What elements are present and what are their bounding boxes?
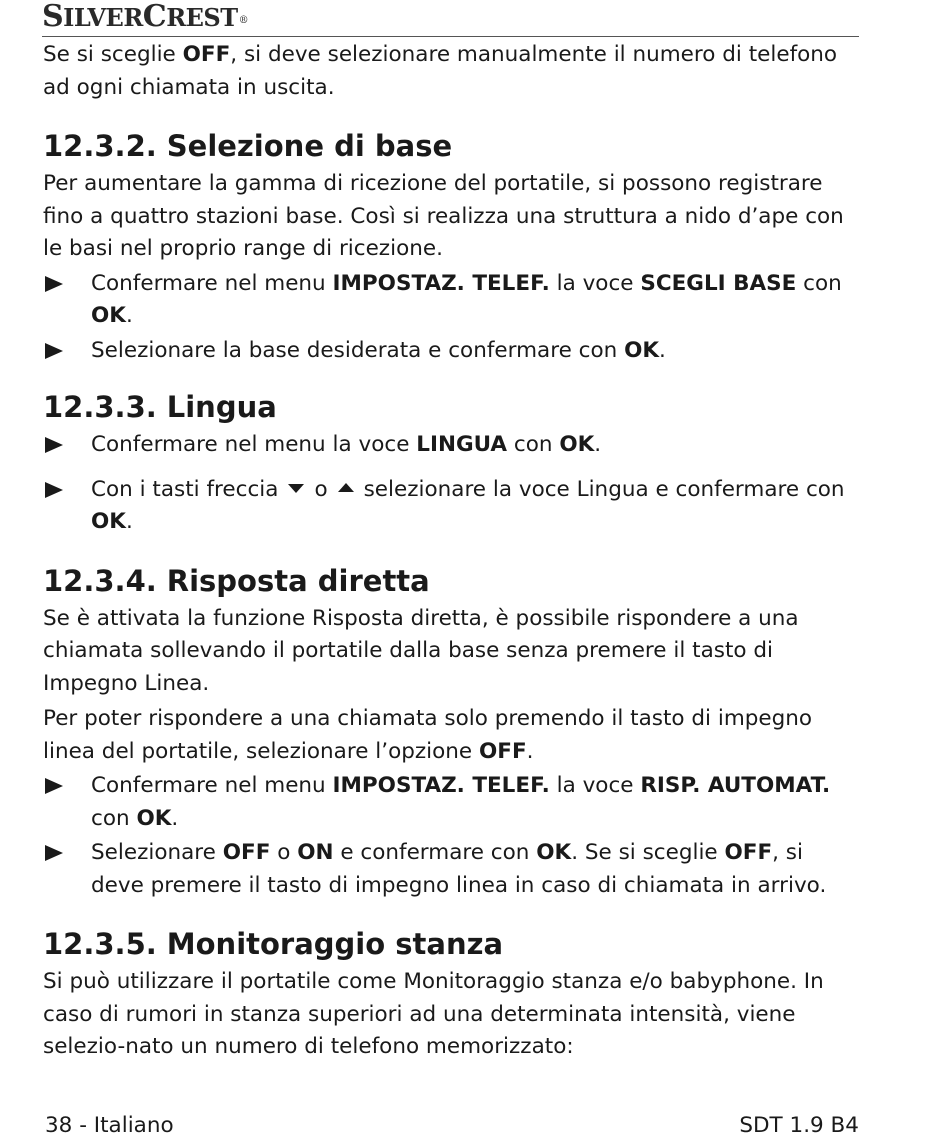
section-heading-selezione-base: 12.3.2. Selezione di base (43, 129, 453, 163)
bullet-arrow-icon (45, 482, 63, 498)
bullet-item: Confermare nel menu la voce LINGUA con OK. (43, 429, 858, 462)
section-paragraph: Per aumentare la gamma di ricezione del portatile, si possono registrare fino a quattro stazioni base. Così si realizza una struttura a nido d’ape con le basi nel proprio range di ricezione. (43, 171, 844, 261)
section-paragraph: Per poter rispondere a una chiamata solo premendo il tasto di impegno linea del portatile, selezionare l’opzione OFF. (43, 706, 813, 764)
bullet-arrow-icon (45, 845, 63, 861)
intro-paragraph: Se si sceglie OFF, si deve selezionare manualmente il numero di telefono ad ogni chiamata in uscita. (43, 42, 838, 100)
bullet-arrow-icon (45, 276, 63, 292)
bullet-arrow-icon (45, 343, 63, 359)
bullet-arrow-icon (45, 437, 63, 453)
bullet-item: Selezionare la base desiderata e confermare con OK. (43, 335, 858, 368)
section-heading-lingua: 12.3.3. Lingua (43, 390, 277, 424)
bullet-item: Confermare nel menu IMPOSTAZ. TELEF. la voce RISP. AUTOMAT. con OK. (43, 770, 858, 835)
brand-logo: SILVERCREST® (42, 0, 249, 34)
bullet-item: Con i tasti freccia o selezionare la voce Lingua e confermare con OK. (43, 474, 858, 539)
section-paragraph: Se è attivata la funzione Risposta diretta, è possibile rispondere a una chiamata sollevando il portatile dalla base senza premere il tasto di Impegno Linea. (43, 605, 799, 696)
header-rule (42, 36, 859, 37)
footer-model-label: SDT 1.9 B4 (739, 1113, 859, 1138)
page-content (43, 39, 858, 1064)
bullet-item: Selezionare OFF o ON e confermare con OK. Se si sceglie OFF, si deve premere il tasto di impegno linea in caso di chiamata in arrivo. (43, 837, 858, 902)
footer-page-label: 38 - Italiano (45, 1113, 174, 1138)
arrow-down-icon (288, 484, 304, 493)
section-heading-risposta-diretta: 12.3.4. Risposta diretta (43, 563, 430, 598)
arrow-up-icon (338, 483, 354, 492)
section-paragraph: Si può utilizzare il portatile come Monitoraggio stanza e/o babyphone. In caso di rumori in stanza superiori ad una determinata intensità, viene selezio-nato un numero di telefono memorizzato: (43, 969, 824, 1059)
bullet-item: Confermare nel menu IMPOSTAZ. TELEF. la voce SCEGLI BASE con OK. (43, 268, 858, 333)
section-heading-monitoraggio-stanza: 12.3.5. Monitoraggio stanza (43, 927, 504, 961)
bullet-arrow-icon (45, 778, 63, 794)
